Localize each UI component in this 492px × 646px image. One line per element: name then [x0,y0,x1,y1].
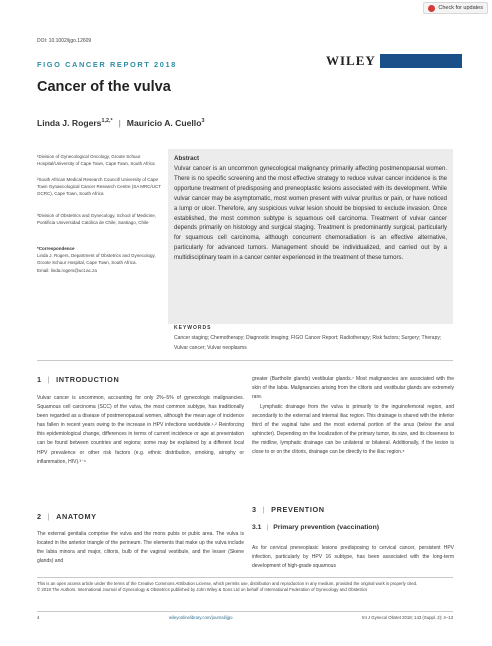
affiliation-3: ³Division of Obstetrics and Gynecology, School of Medicine, Pontificia Universidad Católica de Chile, Santiago, Chile [37,213,156,226]
correspondence [37,245,165,274]
author-list [37,118,204,128]
doi-text: DOI: 10.1002/ijgo.12609 [37,38,92,44]
journal-url-link[interactable]: wileyonlinelibrary.com/journal/ijgo [168,615,233,620]
affiliation-2: ²South African Medical Research Council/ University of Cape Town Gynaecological Cancer Research Centre (SA MRC/UCT GCRC), Cape Town, South Africa [37,177,161,197]
check-for-updates-button[interactable] [423,2,488,14]
keywords-heading: KEYWORDS [174,325,212,331]
anatomy-paragraph: The external genitalia comprise the vulva and the mons pubis or pubic area. The vulva is located in the anterior triangle of the perineum. The elements that make up the vulva include the labia minora and major, clitoris, bulb of the vaginal vestibule, and the lesser (Skene glands) and [37,531,244,565]
subsection-heading-primary-prevention: 3.1 | Primary prevention (vaccination) [252,524,379,531]
introduction-paragraph: Vulvar cancer is uncommon, accounting for only 2%–5% of gynecologic malignancies. Squamous cell carcinoma (SCC) of the vulva, the most common subtype, has traditionally been regarded as a disease of postmenopausal women, although the mean age of incidence has fallen in recent years owing to the increase in HPV infections worldwide.¹˒² Reinforcing this epidemiological change, differences in terms of current incidence or age at presentation can be found between countries and regions; some may be explained by a different local HPV prevalence or other risk factors (e.g. ethnic distribution, smoking, atrophy or inflammation, HIV).³⁻⁶ [37,395,244,465]
affiliation-1: ¹Division of Gynecological Oncology, Groote Schuur Hospital/University of Cape Town, Cape Town, South Africa [37,154,155,167]
correspondence-email[interactable]: Email: linda.rogers@uct.ac.za [37,267,97,273]
section-divider [37,360,453,361]
section-heading-anatomy: 2 | ANATOMY [37,512,97,521]
article-title: Cancer of the vulva [37,79,171,95]
license-line-2: © 2018 The Authors. International Journal of Gynecology & Obstetrics published by John Wiley & Sons Ltd on behalf of International Federation of Gynecology and Obstetrics [37,587,368,593]
correspondence-body: Linda J. Rogers, Department of Obstetrics and Gynecology, Groote Schuur Hospital, Cape Town, South Africa. [37,253,156,266]
correspondence-heading: *Correspondence [37,246,75,251]
page-footer [37,615,453,620]
author-1[interactable]: Linda J. Rogers$^{1,2,*}$ [37,118,113,128]
abstract-heading: Abstract [174,155,200,162]
license-line-1: This is an open access article under the terms of the Creative Commons Attribution License, which permits use, distribution and reproduction in any medium, provided the original work is properly cited. [37,581,418,586]
citation: Int J Gynecol Obstet 2018; 143 (Suppl. 2): 4–13 [361,615,453,620]
check-for-updates-label: Check for updates [438,5,483,11]
license-divider [37,577,453,578]
figo-logo [380,54,462,68]
keywords-body: Cancer staging; Chemotherapy; Diagnostic imaging; FIGO Cancer Report; Radiotherapy; Risk factors; Surgery; Therapy; Vulvar cancer; Vulvar neoplasms [174,335,442,351]
section-heading-prevention: 3 | PREVENTION [252,505,325,514]
author-separator: | [118,118,121,128]
section-heading-introduction: 1 | INTRODUCTION [37,375,120,384]
author-2[interactable]: Mauricio A. Cuello$^3$ [126,118,205,128]
license-block [37,581,453,593]
report-label: FIGO CANCER REPORT 2018 [37,60,177,69]
publisher-logos [326,53,462,69]
update-badge-icon [428,5,435,12]
anatomy-continued-paragraph: greater (Bartholin glands) vestibular glands.⁷ Most malignancies are associated with the skin of the labia. Malignancies arising from the clitoris and vestibular glands are extremely rare. [252,376,454,401]
footer-divider [37,611,453,612]
abstract-box [168,149,453,324]
wiley-logo: WILEY [326,53,376,68]
lymphatic-drainage-paragraph: Lymphatic drainage from the vulva is primarily to the inguinofemoral region, and secondarily to the external and internal iliac region. This drainage is shared with the inferior third of the vaginal tube and the most external portion of the anus (below the anal sphincter). Depending on the localization of the primary tumor, its size, and its closeness to the midline, lymphatic drainage can be unilateral or bilateral. Additionally, if the lesion is close to or on the clitoris, drainage can be directly to the iliac region.⁸ [252,404,454,456]
prevention-paragraph: As for cervical preneoplasic lesions predisposing to cervical cancer, persistent HPV infection, particularly by HPV 16 subtype, has been associated with the long-term development of high-grade squamous [252,545,454,570]
page-number: 4 [37,615,40,620]
abstract-body: Vulvar cancer is an uncommon gynecological malignancy primarily affecting postmenopausal women. There is no specific screening and the most effective strategy to reduce vulvar cancer incidence is the opportune treatment of predisposing and preneoplastic lesions associated with its development. While vulvar cancer may be asymptomatic, most women present with vulvar pruritus or pain, or have noticed a lump or ulcer. Therefore, any suspicious vulvar lesion should be biopsied to exclude invasion. Once established, the most common subtype is squamous cell carcinoma. Treatment of vulvar cancer depends primarily on histology and surgical staging. Treatment is predominantly surgical, particularly for squamous cell carcinoma, although concurrent chemoradiation is an effective alternative, particularly for advanced tumors. Management should be individualized, and carried out by a multidisciplinary team in a cancer center experienced in the treatment of these tumors. [174,166,447,262]
